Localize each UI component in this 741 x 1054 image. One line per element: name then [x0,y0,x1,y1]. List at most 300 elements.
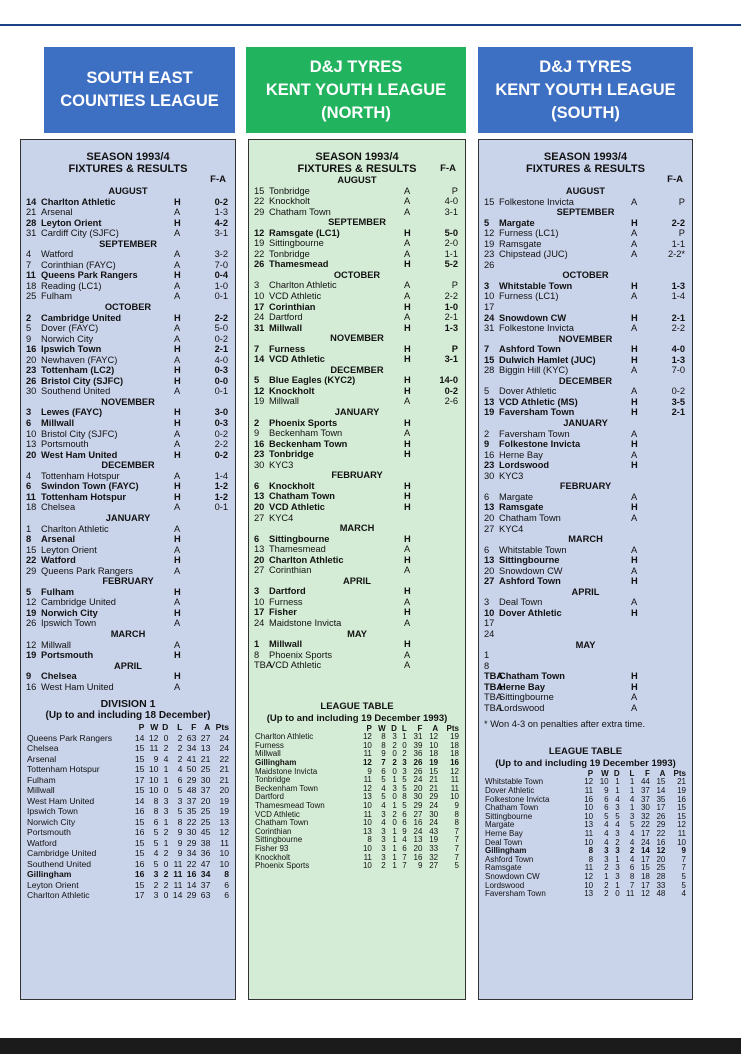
fixture-date: 6 [26,481,32,492]
fixture-row [484,566,687,577]
league-stat: 7 [454,844,459,854]
fixture-date: 3 [254,280,260,291]
fixture-opponent: Chatham Town [499,512,561,523]
league-stat: 10 [148,785,159,796]
league-stat: 8 [367,835,372,845]
fixture-row [254,586,460,597]
fixture-venue: H [631,671,638,682]
fixture-venue: A [631,365,638,376]
month-heading: AUGUST [337,175,377,185]
league-team: Chatham Town [255,818,309,828]
fixture-venue: H [404,354,411,365]
league-stat: 12 [148,732,159,743]
league-team: Thamesmead Town [255,801,325,811]
fixture-opponent: Blue Eagles (KYC2) [269,375,356,386]
fixture-date: 13 [26,439,37,450]
league-stat: 35 [186,806,197,817]
fixture-row [484,650,687,661]
fixture-row [254,354,460,365]
fixture-date: 15 [26,544,37,555]
league-stat: 6 [604,794,609,804]
fixture-row [254,344,460,355]
fixture-opponent: Chelsea [41,671,77,682]
fixture-venue: A [404,185,411,196]
fixture-row [254,207,460,218]
fixtures-title: FIXTURES & RESULTS [297,163,417,175]
month-heading: JANUARY [563,418,608,429]
fixture-score [659,650,687,661]
league-stat: 2 [392,740,397,750]
league-stat: 13 [219,816,229,827]
league-column-header: D [613,768,620,778]
league-stat: 9 [153,753,159,764]
league-stat: 3 [163,806,169,817]
fixture-opponent: Thamesmead [269,544,326,555]
month-heading: OCTOBER [104,302,152,313]
fixture-opponent: Chipstead (JUC) [499,249,568,260]
fixture-date: 12 [26,639,37,650]
league-stat: 8 [454,818,459,828]
fixture-score: P [678,196,685,207]
fixture-venue: H [404,480,411,491]
fixture-opponent: Beckenham Town [269,438,348,449]
fixture-date: 12 [26,597,37,608]
fixture-row [484,313,687,324]
fixture-row [484,629,687,640]
fixture-row [254,460,460,471]
month-heading: MARCH [568,534,603,545]
fixture-opponent: Lordswood [499,460,550,471]
league-stat: 11 [450,775,459,785]
league-stat: 0 [163,732,169,743]
fixture-venue: H [404,554,411,565]
month-heading: MAY [347,628,367,639]
fixture-row [484,291,687,302]
league-stat: 29 [186,890,197,901]
fixture-opponent: Furness (LC1) [499,291,559,302]
fixture-date: 22 [254,248,265,259]
fixture-score: 14-0 [439,375,458,386]
league-row [26,838,230,849]
fixture-date: 24 [484,628,495,639]
fixture-date: 20 [484,565,495,576]
fixture-row [26,197,230,208]
league-team: Fulham [27,774,56,785]
fixture-score: 2-2 [214,312,228,323]
league-stat: 16 [134,806,145,817]
fixture-score [432,650,460,661]
league-stat: 6 [381,766,386,776]
fixture-opponent: Millwall [41,418,75,429]
fixture-score [432,513,460,524]
league-column-header: P [366,723,372,733]
fixture-opponent: Snowdown CW [499,565,563,576]
fixture-row [26,218,230,229]
fixture-score [432,449,460,460]
fixture-opponent [499,302,631,313]
league-stat: 4 [615,794,620,804]
fixture-date: 9 [26,333,32,344]
league-stat: 48 [656,889,666,899]
fixture-opponent: Watford [41,249,74,260]
fixture-venue: A [404,565,411,576]
fixture-date: 13 [484,555,495,566]
fixture-score [432,534,460,545]
fixture-score: 4-0 [671,344,685,355]
league-stat: 4 [163,753,169,764]
league-stat: 2 [177,753,183,764]
fixture-date: TBA [484,692,503,703]
league-stat: 21 [219,774,229,785]
fixture-date: 3 [484,597,490,608]
fixture-opponent: Ipswich Town [41,618,97,629]
fixture-score: 5-0 [444,227,458,238]
fixture-venue [631,650,659,661]
league-stat: 2 [163,827,169,838]
league-row [26,796,230,807]
fixture-score: 0-2 [214,196,228,207]
fixture-score [659,502,687,513]
fixture-venue: A [174,597,181,608]
league-stat: 4 [153,848,159,859]
fixture-row [26,608,230,619]
fixture-opponent: Ramsgate [499,238,542,249]
league-stat: 38 [200,837,211,848]
league-stat: 2 [629,846,635,856]
fixture-score: 7-0 [671,365,685,376]
fixture-venue: A [174,470,181,481]
fixture-opponent: Norwich City [41,333,94,344]
fixture-score [659,302,687,313]
league-stat: 11 [363,809,372,819]
fixture-venue: A [174,565,181,576]
league-stat: 0 [163,890,169,901]
month-heading: MARCH [110,628,146,639]
fixture-venue: H [631,576,638,587]
league-stat: 34 [200,869,211,880]
fixture-date: 27 [254,512,265,523]
league-row [26,859,230,870]
fixture-date: 27 [484,523,495,534]
fixture-score [202,597,230,608]
season-title: SEASON 1993/4 [86,151,170,163]
league-stat: 14 [134,795,145,806]
fixture-date: 2 [26,312,32,323]
fixture-score: 7-0 [214,259,228,270]
fixture-opponent: Furness (LC1) [499,228,559,239]
league-stat: 37 [640,786,650,796]
league-stat: 7 [681,854,686,864]
league-stat: 16 [186,869,197,880]
fixture-venue: H [631,354,638,365]
fixture-venue: A [631,702,638,713]
fixture-venue: A [404,396,411,407]
fixture-score [659,439,687,450]
fixture-score: 0-2 [214,333,228,344]
league-stat: 21 [200,753,211,764]
league-title: DIVISION 1 [100,698,156,711]
league-stat: 4 [629,837,635,847]
league-team: Maidstone Invicta [255,766,318,776]
league-stat: 14 [656,786,666,796]
fixture-date: 2 [484,428,490,439]
league-stat: 29 [186,837,197,848]
league-team: Gillingham [255,758,297,768]
fixture-venue: H [631,396,638,407]
league-stat: 5 [381,792,386,802]
fixture-row [484,249,687,260]
league-stat: 17 [640,854,650,864]
league-stat: 9 [454,801,459,811]
fixture-score: P [451,343,458,354]
fixture-score [202,545,230,556]
league-stat: 9 [417,861,423,871]
fixture-date: 20 [26,354,37,365]
fixture-date: 1 [26,523,32,534]
fixture-row [26,566,230,577]
header-line: D&J TYRES [539,57,632,76]
fixture-opponent: Knockholt [269,480,315,491]
fixture-row [26,376,230,387]
fixture-date: 26 [254,259,265,270]
league-stat: 12 [677,820,686,830]
fixture-venue: H [404,375,411,386]
fixture-opponent: Chatham Town [269,491,335,502]
league-stat: 1 [615,777,620,787]
fixture-venue: A [404,312,411,323]
fixture-date: 3 [254,586,260,597]
league-stat: 16 [134,858,145,869]
fixture-date: 8 [26,534,32,545]
fixture-opponent: Margate [499,217,535,228]
fixture-row [254,555,460,566]
fixture-row [484,513,687,524]
fa-heading: F-A [210,174,226,185]
fixture-venue: A [174,228,181,239]
fixture-date: 12 [484,228,495,239]
league-stat: 25 [200,816,211,827]
fixture-venue: H [631,407,638,418]
fixture-score: 3-0 [214,407,228,418]
league-stat: 7 [402,852,407,862]
fixture-row [254,375,460,386]
fixture-score: 1-2 [214,491,228,502]
league-stat: 12 [362,758,372,768]
fixture-venue: H [174,607,181,618]
league-team: Charlton Athletic [255,732,314,742]
league-stat: 15 [134,879,145,890]
league-stat: 7 [629,880,635,890]
fixture-opponent: Sittingbourne [269,533,330,544]
league-stat: 13 [584,820,594,830]
league-stat: 1 [392,844,397,854]
league-team: Lordswood [485,880,525,890]
month-heading: SEPTEMBER [556,207,615,218]
fixture-score [202,650,230,661]
fixture-row [254,660,460,671]
fixture-opponent: Arsenal [41,534,76,545]
league-stat: 7 [681,863,686,873]
league-stat: 1 [392,826,397,836]
fixture-score: P [451,185,458,196]
fixture-row [254,502,460,513]
league-column-header: D [391,723,397,733]
fixture-score: 0-2 [671,386,685,397]
league-stat: 4 [681,889,686,899]
league-stat: 1 [629,803,635,813]
fixture-score: 3-5 [671,396,685,407]
league-stat: 15 [677,811,686,821]
league-stat: 2 [163,869,169,880]
league-column-header: D [162,722,169,733]
fixture-row [484,365,687,376]
league-stat: 3 [381,844,386,854]
fixture-date: 24 [484,312,495,323]
fixture-venue [631,629,659,640]
fixture-date: 24 [254,312,265,323]
league-stat: 10 [362,844,372,854]
fixture-venue [631,618,659,629]
league-stat: 30 [640,803,650,813]
fixture-venue: A [174,354,181,365]
fixture-venue: H [174,534,181,545]
fixture-venue: A [174,544,181,555]
league-column-header [26,722,131,733]
fixture-row [26,534,230,545]
league-stat: 15 [134,764,145,775]
league-team: Queens Park Rangers [27,732,113,743]
fixture-opponent: Norwich City [41,607,98,618]
fixture-date: 26 [484,259,495,270]
league-stat: 22 [186,858,197,869]
fixture-score: 1-1 [444,248,458,259]
fixture-date: 10 [254,291,265,302]
league-subtitle: (Up to and including 19 December 1993) [266,712,448,724]
league-stat: 10 [450,792,459,802]
league-stat: 0 [392,749,397,759]
league-stat: 14 [186,879,197,890]
league-stat: 16 [134,869,145,880]
league-stat: 39 [413,740,423,750]
fixture-opponent: Herne Bay [499,449,543,460]
league-stat: 8 [381,732,386,742]
league-stat: 5 [177,806,183,817]
fixture-date: 5 [26,323,32,334]
fixture-row [26,313,230,324]
fixture-row [26,597,230,608]
fixture-date: 28 [484,365,495,376]
panel-kent-north [248,139,466,1000]
league-stat: 35 [656,794,666,804]
fixture-score [432,618,460,629]
fixture-venue: A [404,649,411,660]
league-row [26,743,230,754]
league-stat: 3 [392,783,397,793]
fixture-date: 6 [26,418,32,429]
fixture-date: 29 [26,565,37,576]
fixture-venue [631,524,659,535]
league-stat: 9 [177,848,183,859]
league-stat: 3 [604,846,609,856]
fixture-venue: A [404,196,411,207]
fixture-venue: H [404,259,411,270]
fixture-row [26,429,230,440]
league-team: Millwall [255,749,281,759]
league-stat: 3 [163,795,169,806]
league-stat: 4 [604,837,609,847]
league-column-header: W [150,722,159,733]
league-stat: 21 [429,775,439,785]
fixture-list [26,186,230,692]
fixture-score: 3-1 [444,354,458,365]
fixture-opponent: Ramsgate [499,502,544,513]
fixture-score: 0-0 [214,375,228,386]
fixture-venue [631,302,659,313]
fixture-score [659,545,687,556]
fixture-venue: A [404,428,411,439]
league-table [254,725,460,871]
league-stat: 6 [153,816,159,827]
fixture-score: 0-2 [444,385,458,396]
fixture-date: 23 [484,460,495,471]
league-stat: 1 [392,861,397,871]
fixture-row [26,450,230,461]
fixture-venue: A [631,428,638,439]
league-stat: 1 [392,852,397,862]
fixture-row [254,618,460,629]
fixture-opponent: KYC3 [499,470,524,481]
league-stat: 16 [584,794,594,804]
fixture-venue: A [174,207,181,218]
fixture-score [659,576,687,587]
fixture-date: 16 [26,681,37,692]
league-team: Folkestone Invicta [485,794,550,804]
fixture-date: 31 [26,228,37,239]
fixture-venue: H [404,343,411,354]
league-stat: 12 [656,846,666,856]
fixture-venue: H [631,681,638,692]
league-stat: 31 [413,732,423,742]
league-row [26,806,230,817]
fixture-row [26,640,230,651]
fixture-score: P [678,228,685,239]
fixture-row [26,555,230,566]
fixture-opponent: Folkestone Invicta [499,323,574,334]
fixture-date: 30 [484,470,495,481]
league-row [26,880,230,891]
league-stat: 1 [402,732,407,742]
fixture-row [26,671,230,682]
fixture-score: 3-1 [444,206,458,217]
month-heading: OCTOBER [562,270,609,281]
fixture-date: 5 [254,375,260,386]
league-row [26,775,230,786]
month-heading: MARCH [339,523,375,534]
fixture-opponent: Furness [269,343,306,354]
league-stat: 27 [413,809,423,819]
fixture-date: 19 [26,607,37,618]
fixture-score [432,586,460,597]
league-stat: 3 [177,795,183,806]
league-team: Beckenham Town [255,783,318,793]
fixture-venue: A [631,512,638,523]
fixture-date: 19 [254,396,265,407]
league-header-row [26,722,230,733]
league-stat: 25 [200,764,211,775]
league-stat: 11 [450,783,459,793]
league-column-header: L [177,722,183,733]
league-stat: 15 [656,777,666,787]
